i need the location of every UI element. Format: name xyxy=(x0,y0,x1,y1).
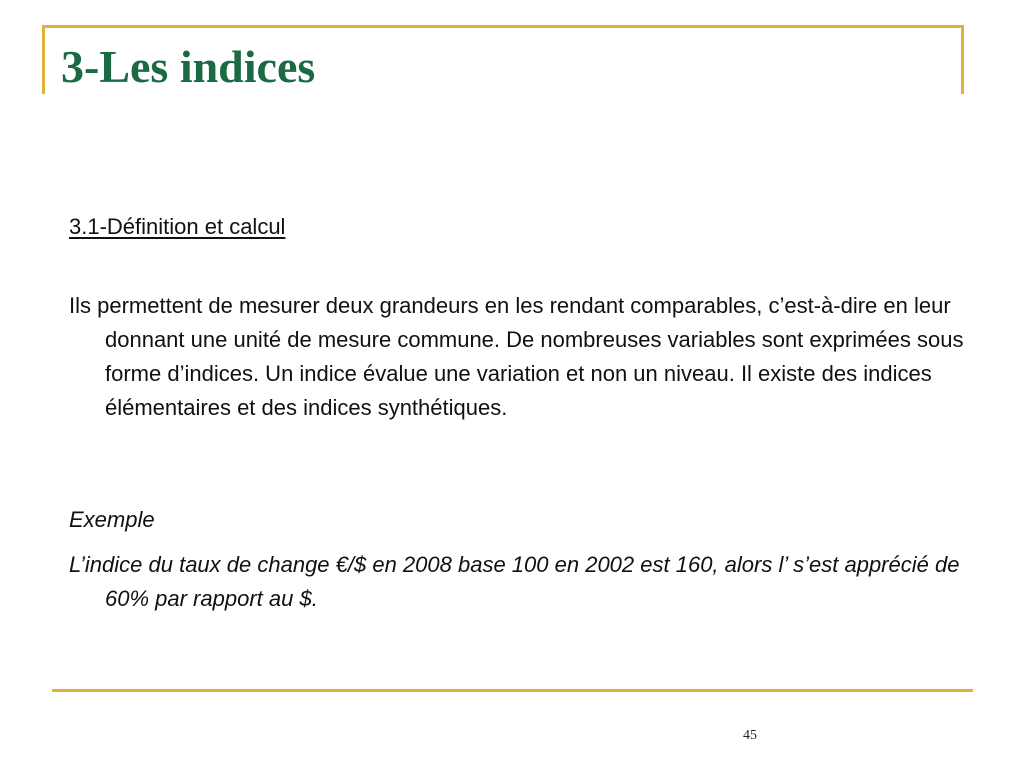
title-frame-left-border xyxy=(42,25,45,94)
page-number: 45 xyxy=(743,728,757,743)
slide-title: 3-Les indices xyxy=(61,41,316,92)
example-paragraph: L’indice du taux de change €/$ en 2008 base 100 en 2002 est 160, alors l’ s’est apprécié de 60% par rapport au $. xyxy=(69,552,960,611)
title-frame-right-border xyxy=(961,25,964,94)
example-label: Exemple xyxy=(69,507,155,532)
section-subtitle: 3.1-Définition et calcul xyxy=(69,214,286,239)
definition-paragraph: Ils permettent de mesurer deux grandeurs en les rendant comparables, c’est-à-dire en leur donnant une unité de mesure commune. De nombreuses variables sont exprimées sous forme d’indices. Un indice évalue une variation et non un niveau. Il existe des indices élémentaires et des indices synthétiques. xyxy=(69,293,964,420)
footer-divider xyxy=(52,689,973,692)
title-frame-top-border xyxy=(42,25,964,28)
